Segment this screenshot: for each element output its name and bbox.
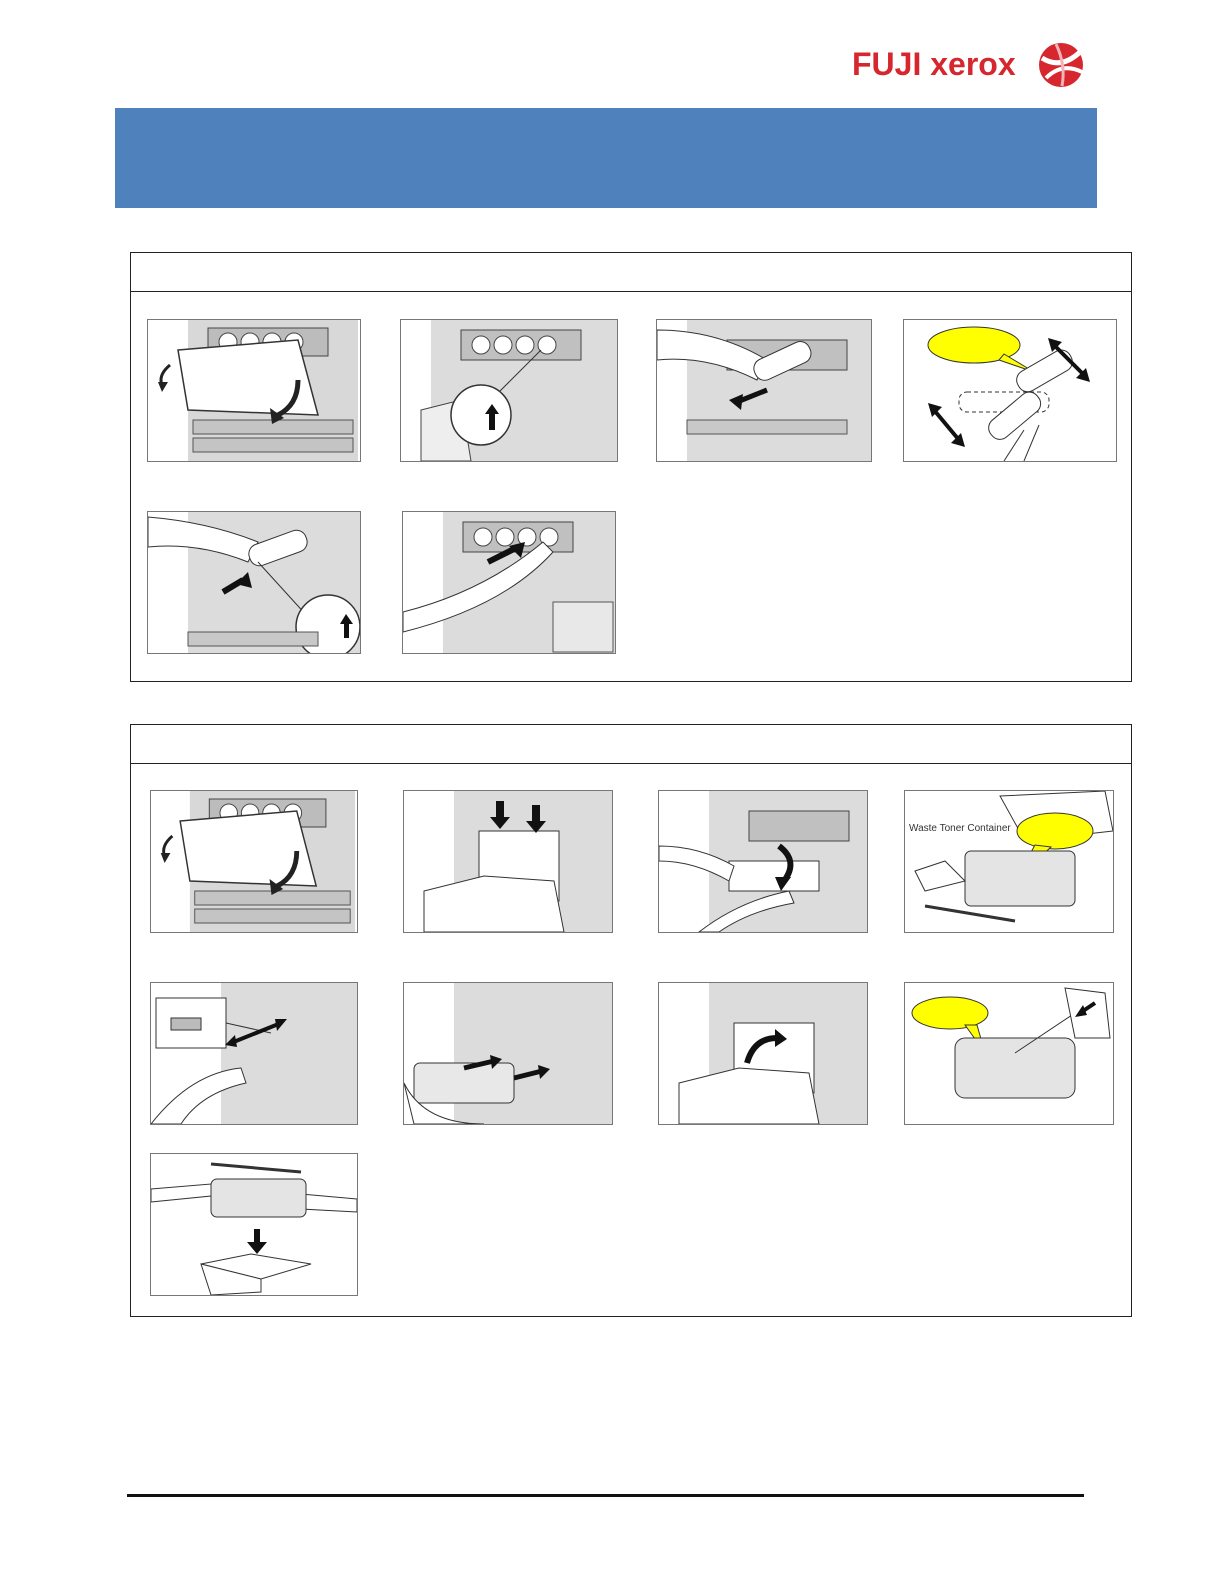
step-insert-waste-container bbox=[403, 982, 613, 1125]
step-shake-toner-cartridge bbox=[903, 319, 1117, 462]
release-tabs-illustration bbox=[404, 791, 612, 932]
front-cover-open-illustration bbox=[148, 320, 360, 461]
cleaning-rod-illustration bbox=[151, 983, 357, 1124]
step-remove-toner-cartridge bbox=[656, 319, 872, 462]
xerox-sphere-icon bbox=[1036, 40, 1086, 90]
pack-container-illustration bbox=[151, 1154, 357, 1295]
toner-insert-illustration bbox=[148, 512, 360, 653]
toner-shake-illustration bbox=[904, 320, 1116, 461]
footer-rule bbox=[127, 1494, 1084, 1497]
front-cover-open-illustration bbox=[151, 791, 357, 932]
waste-remove-illustration bbox=[659, 791, 867, 932]
section-header bbox=[131, 253, 1131, 292]
step-seal-used-container bbox=[904, 982, 1114, 1125]
toner-push-illustration bbox=[403, 512, 615, 653]
step-open-front-cover bbox=[147, 319, 361, 462]
step-unpack-waste-container bbox=[904, 790, 1114, 933]
section-header bbox=[131, 725, 1131, 764]
step-unlock-toner-lever bbox=[400, 319, 618, 462]
brand-name: FUJI xerox bbox=[852, 46, 1016, 82]
toner-remove-illustration bbox=[657, 320, 871, 461]
toner-replacement-section bbox=[130, 252, 1132, 682]
step-clean-with-rod bbox=[150, 982, 358, 1125]
toner-lever-illustration bbox=[401, 320, 617, 461]
step-press-release-tabs bbox=[403, 790, 613, 933]
step-insert-toner-cartridge bbox=[147, 511, 361, 654]
step-push-toner-cartridge bbox=[402, 511, 616, 654]
waste-container-label: Waste Toner Container bbox=[909, 823, 1011, 834]
step-remove-waste-container bbox=[658, 790, 868, 933]
step-close-inner-cover bbox=[658, 982, 868, 1125]
step-pack-used-container bbox=[150, 1153, 358, 1296]
title-banner bbox=[115, 108, 1097, 208]
waste-unpack-illustration bbox=[905, 791, 1113, 932]
inner-cover-illustration bbox=[659, 983, 867, 1124]
waste-insert-illustration bbox=[404, 983, 612, 1124]
brand-logo bbox=[850, 40, 1090, 90]
waste-toner-section bbox=[130, 724, 1132, 1317]
step-open-front-cover bbox=[150, 790, 358, 933]
seal-container-illustration bbox=[905, 983, 1113, 1124]
